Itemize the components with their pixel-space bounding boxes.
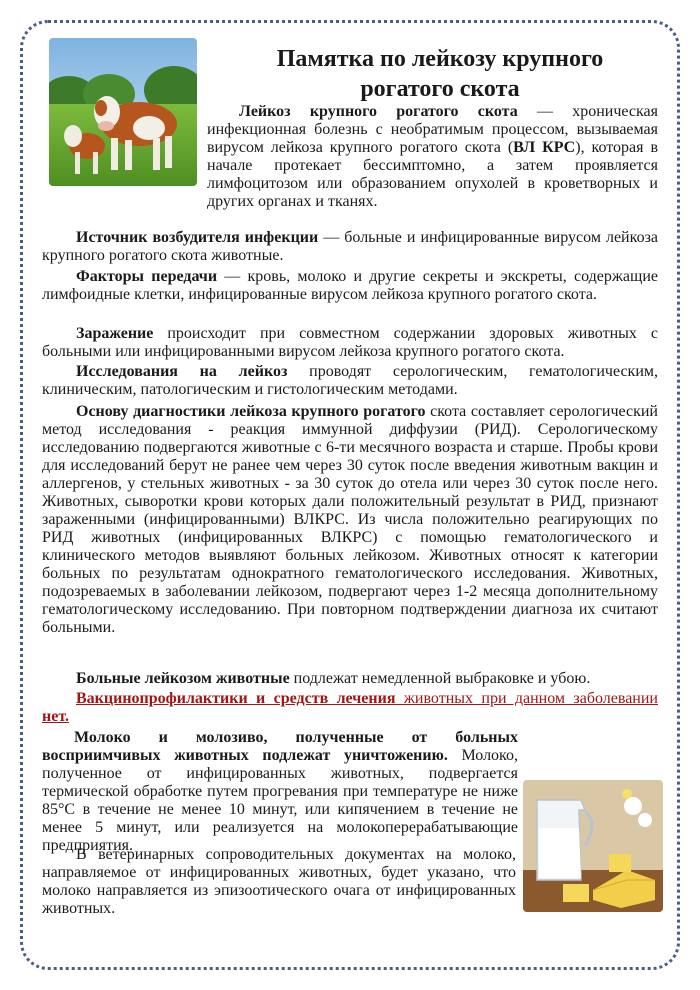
para-infection: [42, 325, 658, 361]
transmission-term: Факторы передачи: [76, 268, 218, 285]
culling-term: Больные лейкозом животные: [76, 670, 290, 687]
definition-text: — хроническая инфекционная болезнь с необратимым процессом, вызываемая вирусом лейкоза крупного рогатого скота (: [207, 103, 659, 156]
documents-text: В ветеринарных сопроводительных документах на молоко, направляемое от инфицированных животных, будет указано, что молоко направляется из эпизоотического очага от инфицированных животных.: [42, 846, 516, 917]
transmission-text: — кровь, молоко и другие секреты и экскреты, содержащие лимфоидные клетки, инфицированные вирусом лейкоза крупного рогатого скота.: [42, 268, 658, 303]
para-no-vaccine: [42, 690, 658, 726]
diagnostics-term: Основу диагностики лейкоза крупного рогатого: [76, 403, 426, 420]
definition-abbr: ВЛ КРС: [513, 139, 576, 156]
definition-term: Лейкоз крупного рогатого скота: [239, 103, 518, 120]
diagnostics-text: скота составляет серологический метод исследования - реакция иммунной диффузии (РИД). Серологическому исследованию подвергаются животные с 6-ти месячного возраста и старше. Пробы крови для исследований берут не ранее чем через 30 суток после введения животным вакцин и аллергенов, у стельных животных - за 30 суток до отела или через 30 суток после него. Животных, сыворотки крови которых дали положительный результат в РИД, признают зараженными (инфицированными) ВЛКРС. Из числа положительно реагирующих по РИД животных (инфицированных ВЛКРС) с помощью гематологического и клинического методов выявляют больных лейкозом. Животных относят к категории больных по результатам однократного гематологического исследования. Животных, подозреваемых в заболевании лейкозом, подвергают через 1-2 месяца дополнительному гематологическому исследованию. При повторном подтверждении диагноза их считают больными.: [42, 403, 658, 636]
para-source: [42, 229, 658, 265]
title-line-1: Памятка по лейкозу крупного: [276, 46, 604, 72]
milk-cheese-photo: [523, 780, 663, 912]
no-vaccine-term: Вакцинопрофилактики и средств лечения: [76, 690, 396, 707]
infection-text: происходит при совместном содержании здоровых животных с больными или инфицированными вирусом лейкоза крупного рогатого скота.: [42, 325, 658, 360]
milk-term: Молоко и молозиво, полученные от больных восприимчивых животных подлежат уничтожению.: [42, 729, 518, 764]
source-term: Источник возбудителя инфекции: [76, 229, 319, 246]
research-text: проводят серологическим, гематологическим, клиническим, патологическим и гистологическим методами.: [42, 363, 659, 398]
para-definition: [42, 103, 658, 228]
milk-text: Молоко, полученное от инфицированных животных, подвергается термической обработке путем прогревания при температуре не ниже 85°С в течение не менее 10 минут, или кипячением в течение не менее 5 минут, или реализуется на молокоперерабатывающие предприятия.: [42, 747, 519, 854]
definition-text-2: ), которая в начале протекает бессимптомно, а затем проявляется лимфоцитозом или образованием опухолей в кроветворных и других органах и тканях.: [207, 139, 659, 210]
infection-term: Заражение: [76, 325, 154, 342]
culling-text: подлежат немедленной выбраковке и убою.: [289, 670, 591, 687]
research-term: Исследования на лейкоз: [76, 363, 288, 380]
para-culling: [42, 670, 658, 688]
image-spacer: [42, 103, 207, 228]
para-research: [42, 363, 658, 399]
title-line-2: рогатого скота: [360, 76, 520, 102]
source-text: — больные и инфицированные вирусом лейкоза крупного рогатого скота животные.: [42, 229, 658, 264]
no-vaccine-emphasis: нет.: [42, 708, 69, 725]
para-diagnostics: [42, 403, 658, 637]
no-vaccine-text: животных при данном заболевании: [395, 690, 658, 707]
page-title: [230, 44, 650, 104]
para-documents: [42, 846, 516, 918]
para-transmission: [42, 268, 658, 304]
